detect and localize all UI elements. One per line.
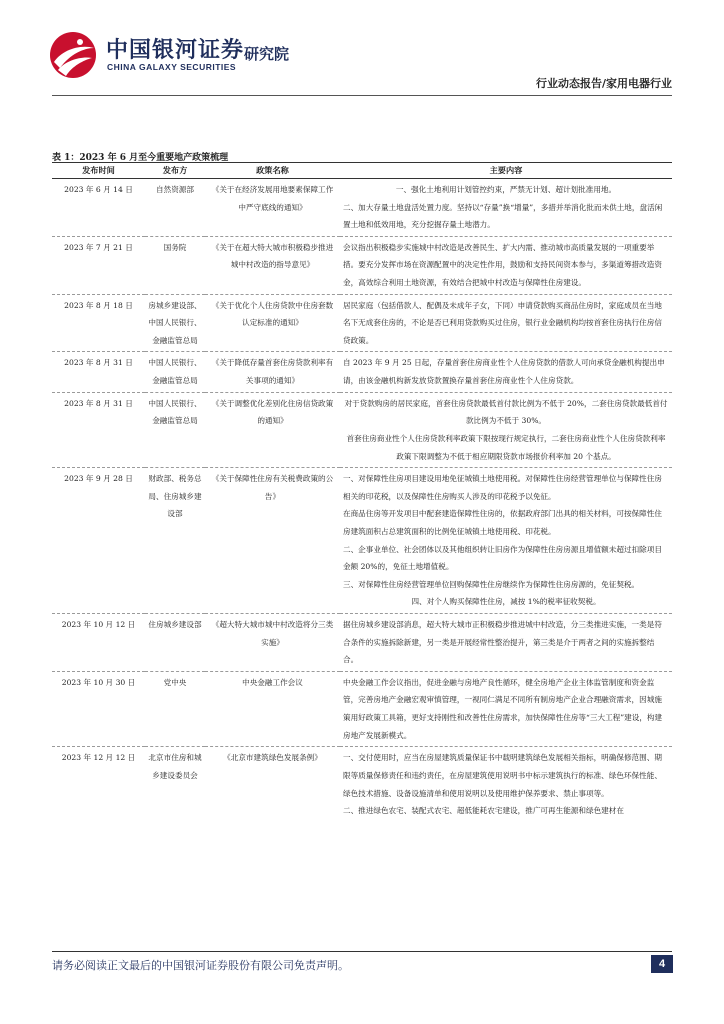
column-header-issuer: 发布方	[145, 163, 205, 179]
row-content	[340, 614, 672, 672]
disclaimer-text: 请务必阅读正文最后的中国银河证券股份有限公司免责声明。	[52, 959, 349, 972]
content-paragraph: 会议指出积极稳步实施城中村改造是改善民生、扩大内需、推动城市高质量发展的一项重要举措。要充分发挥市场在资源配置中的决定性作用，鼓励和支持民间资本参与，多渠道筹措改造资金，高效综合利用土地资源，有效结合把城中村改造与保障性住房建设。	[343, 242, 662, 288]
table-row	[52, 671, 672, 746]
content-paragraph: 自 2023 年 9 月 25 日起，存量首套住房商业性个人住房贷款的借款人可向承贷金融机构提出申请，由该金融机构新发放贷款置换存量首套住房商业性个人住房贷款。	[343, 358, 665, 386]
table-row	[52, 179, 672, 237]
row-issuer: 自然资源部	[145, 179, 205, 237]
row-date: 2023 年 10 月 30 日	[52, 671, 145, 746]
row-issuer: 中国人民银行、金融监管总局	[145, 392, 205, 467]
content-paragraph: 首套住房商业性个人住房贷款利率政策下限按现行规定执行，二套住房商业性个人住房贷款利率政策下限调整为不低于相应期限贷款市场报价利率加 20 个基点。	[346, 433, 666, 461]
row-policy-name: 《关于降低存量首套住房贷款利率有关事项的通知》	[205, 352, 340, 392]
footer-divider	[52, 951, 672, 952]
row-date: 2023 年 8 月 18 日	[52, 294, 145, 352]
institute-label: 研究院	[244, 45, 290, 63]
table-row	[52, 236, 672, 294]
row-issuer: 党中央	[145, 671, 205, 746]
table-row	[52, 294, 672, 352]
content-paragraph: 一、强化土地利用计划管控约束，严禁无计划、超计划批准用地。	[395, 185, 617, 194]
policy-table	[52, 162, 672, 822]
row-date: 2023 年 6 月 14 日	[52, 179, 145, 237]
row-issuer: 北京市住房和城乡建设委员会	[148, 753, 202, 780]
row-date: 2023 年 12 月 12 日	[61, 753, 136, 763]
content-paragraph: 一、对保障性住房项目建设用地免征城镇土地使用税。对保障性住房经营管理单位与保障性住房相关的印花税，以及保障性住房购买人涉及的印花税予以免征。	[343, 474, 662, 501]
content-paragraph: 中央金融工作会议指出，促进金融与房地产良性循环，健全房地产企业主体监管制度和资金监管，完善房地产金融宏观审慎管理，一视同仁满足不同所有制房地产企业合理融资需求，因城施策用好政策工具箱，更好支持刚性和改善性住房需求，加快保障性住房等“三大工程”建设，构建房地产发展新模式。	[343, 677, 663, 740]
table-row	[52, 392, 672, 467]
table-header-row	[52, 163, 672, 179]
report-type: 行业动态报告/家用电器行业	[535, 77, 672, 90]
column-header-content: 主要内容	[340, 163, 672, 179]
table-row	[52, 468, 672, 614]
column-header-name: 政策名称	[205, 163, 340, 179]
row-issuer: 财政部、税务总局、住房城乡建设部	[145, 468, 205, 614]
content-paragraph: 二、加大存量土地盘活处置力度。坚持以“存量”换“增量”，多措并举消化批而未供土地，盘活闲置土地和低效用地，充分挖掘存量土地潜力。	[343, 202, 663, 230]
company-name-cn: 中国银河证券	[106, 38, 245, 63]
row-date: 2023 年 8 月 31 日	[52, 352, 145, 392]
row-date: 2023 年 8 月 31 日	[52, 392, 145, 467]
row-policy-name: 《北京市建筑绿色发展条例》	[223, 753, 322, 763]
row-content	[340, 747, 672, 822]
galaxy-logo-icon	[48, 30, 98, 80]
row-policy-name: 《关于在超大特大城市积极稳步推进城中村改造的指导意见》	[205, 236, 340, 294]
row-content	[340, 392, 672, 467]
row-content	[340, 671, 672, 746]
table-row	[52, 352, 672, 392]
content-paragraph: 二、推进绿色农宅、装配式农宅、超低能耗农宅建设，推广可再生能源和绿色建材在	[343, 806, 624, 816]
table-caption: 表 1：2023 年 6 月至今重要地产政策梳理	[52, 153, 229, 163]
content-paragraph: 居民家庭（包括借款人、配偶及未成年子女，下同）申请贷款购买商品住房时，家庭成员在当地名下无成套住房的，不论是否已利用贷款购买过住房，银行业金融机构均按首套住房执行住房信贷政策。	[343, 300, 662, 345]
row-issuer: 住房城乡建设部	[145, 614, 205, 672]
row-issuer: 中国人民银行、金融监管总局	[145, 352, 205, 392]
row-date: 2023 年 7 月 21 日	[52, 236, 145, 294]
row-content	[340, 468, 672, 614]
row-date: 2023 年 10 月 12 日	[52, 614, 145, 672]
company-name-en: CHINA GALAXY SECURITIES	[107, 62, 237, 72]
row-policy-name: 《关于在经济发展用地要素保障工作中严守底线的通知》	[205, 179, 340, 237]
content-paragraph: 二、企事业单位、社会团体以及其他组织转让旧房作为保障性住房房源且增值额未超过扣除项目金额 20%的，免征土地增值税。	[343, 544, 662, 572]
row-issuer: 房城乡建设部、中国人民银行、金融监管总局	[145, 294, 205, 352]
column-header-date: 发布时间	[52, 163, 145, 179]
content-paragraph: 在商品住房等开发项目中配套建造保障性住房的，依据政府部门出具的相关材料，可按保障性住房建筑面积占总建筑面积的比例免征城镇土地使用税、印花税。	[343, 509, 662, 536]
page-number: 4	[651, 955, 673, 973]
row-issuer: 国务院	[145, 236, 205, 294]
row-date: 2023 年 9 月 28 日	[52, 468, 145, 614]
table-row	[52, 747, 672, 822]
content-paragraph: 一、交付使用时，应当在房屋建筑质量保证书中载明建筑绿色发展相关指标，明确保修范围、期限等质量保修责任和违约责任，在房屋建筑使用说明书中标示建筑执行的标准、绿色环保性能、绿色技术措施、设备设施清单和使用说明以及使用维护保养要求、禁止事项等。	[343, 753, 662, 798]
row-policy-name: 《关于保障性住房有关税费政策的公告》	[205, 468, 340, 614]
row-policy-name: 中央金融工作会议	[205, 671, 340, 746]
row-policy-name: 《超大特大城市城中村改造将分三类实施》	[205, 614, 340, 672]
row-content	[340, 236, 672, 294]
header-divider	[52, 95, 672, 96]
content-paragraph: 对于贷款购房的居民家庭，首套住房贷款最低首付款比例为不低于 20%，二套住房贷款最低首付款比例为不低于 30%。	[344, 398, 668, 426]
content-paragraph: 四、对个人购买保障性住房，减按 1%的税率征收契税。	[411, 597, 601, 607]
page-header	[0, 0, 724, 100]
row-policy-name: 《关于调整优化差别化住房信贷政策的通知》	[205, 392, 340, 467]
row-content	[340, 179, 672, 237]
row-policy-name: 《关于优化个人住房贷款中住房套数认定标准的通知》	[205, 294, 340, 352]
row-content	[340, 294, 672, 352]
row-content	[340, 352, 672, 392]
content-paragraph: 据住房城乡建设部消息，超大特大城市正积极稳步推进城中村改造，分三类推进实施，一类是符合条件的实施拆除新建，另一类是开展经常性整治提升，第三类是介于两者之间的实施拆整结合。	[343, 620, 662, 665]
table-row	[52, 614, 672, 672]
content-paragraph: 三、对保障性住房经营管理单位回购保障性住房继续作为保障性住房房源的，免征契税。	[343, 579, 640, 589]
